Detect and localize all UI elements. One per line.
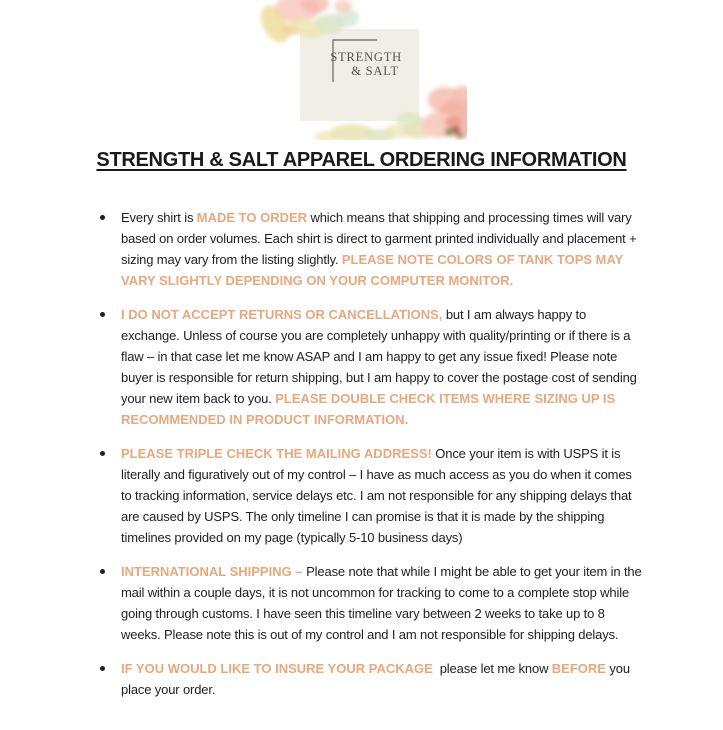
body-text: but I am always happy to exchange. Unless of course you are completely unhappy with quality/printing or if there is a flaw – in that case let me know ASAP and I am happy to get any issue fixed! Please note buyer is responsible for return shipping, but I am happy to cover the postage cost of sending your new item back to you. xyxy=(121,307,637,406)
bullet-item xyxy=(100,658,723,700)
bullet-text xyxy=(121,561,645,645)
bullet-dot xyxy=(100,569,105,574)
highlighted-text: PLEASE TRIPLE CHECK THE MAILING ADDRESS! xyxy=(121,446,432,461)
highlighted-text: PLEASE DOUBLE CHECK ITEMS WHERE SIZING UP IS RECOMMENDED IN PRODUCT INFORMATION. xyxy=(121,391,616,427)
bullet-dot xyxy=(100,312,105,317)
logo-wordmark-line1: STRENGTH xyxy=(329,50,402,64)
brand-logo xyxy=(257,0,467,140)
bullet-text xyxy=(121,658,645,700)
bullet-item xyxy=(100,561,723,645)
logo-artwork xyxy=(257,0,467,140)
body-text: Once your item is with USPS it is literally and figuratively out of my control – I have as much access as you do when it comes to tracking information, service delays etc. I am not responsible for any shipping delays that are caused by USPS. The only timeline I can promise is that it is made by the shipping timelines provided on my page (typically 5-10 business days) xyxy=(121,446,632,545)
bullet-item xyxy=(100,207,723,291)
body-text: Every shirt is xyxy=(121,210,197,225)
page-title xyxy=(0,146,723,174)
body-text: please let me know xyxy=(432,661,552,676)
page-title-text: STRENGTH & SALT APPAREL ORDERING INFORMATION xyxy=(96,149,627,171)
bullet-text xyxy=(121,207,645,291)
bullet-dot xyxy=(100,215,105,220)
bullet-dot xyxy=(100,451,105,456)
bullet-list xyxy=(0,207,723,700)
bullet-dot xyxy=(100,666,105,671)
highlighted-text: PLEASE NOTE COLORS OF TANK TOPS MAY VARY SLIGHTLY DEPENDING ON YOUR COMPUTER MONITOR. xyxy=(121,252,624,288)
body-text: which means that shipping and processing times will vary based on order volumes. Each shirt is direct to garment printed individually and placement + sizing may vary from the listing slightly. xyxy=(121,210,637,267)
highlighted-text: I DO NOT ACCEPT RETURNS OR CANCELLATIONS, xyxy=(121,307,443,322)
body-text: you place your order. xyxy=(121,661,630,697)
bullet-item xyxy=(100,304,723,430)
highlighted-text: BEFORE xyxy=(551,661,606,676)
highlighted-text: INTERNATIONAL SHIPPING – xyxy=(121,564,307,579)
bullet-item xyxy=(100,443,723,548)
logo-wordmark-line2: & SALT xyxy=(350,64,399,78)
highlighted-text: MADE TO ORDER xyxy=(196,210,308,225)
body-text: Please note that while I might be able to get your item in the mail within a couple days, it is not uncommon for tracking to come to a complete stop while going through customs. I have seen this timeline vary between 2 weeks to take up to 8 weeks. Please note this is out of my control and I am not responsible for shipping delays. xyxy=(121,564,642,642)
highlighted-text: IF YOU WOULD LIKE TO INSURE YOUR PACKAGE xyxy=(121,661,433,676)
bullet-text xyxy=(121,304,645,430)
floral-bottom-center-icon xyxy=(315,124,409,140)
bullet-text xyxy=(121,443,645,548)
